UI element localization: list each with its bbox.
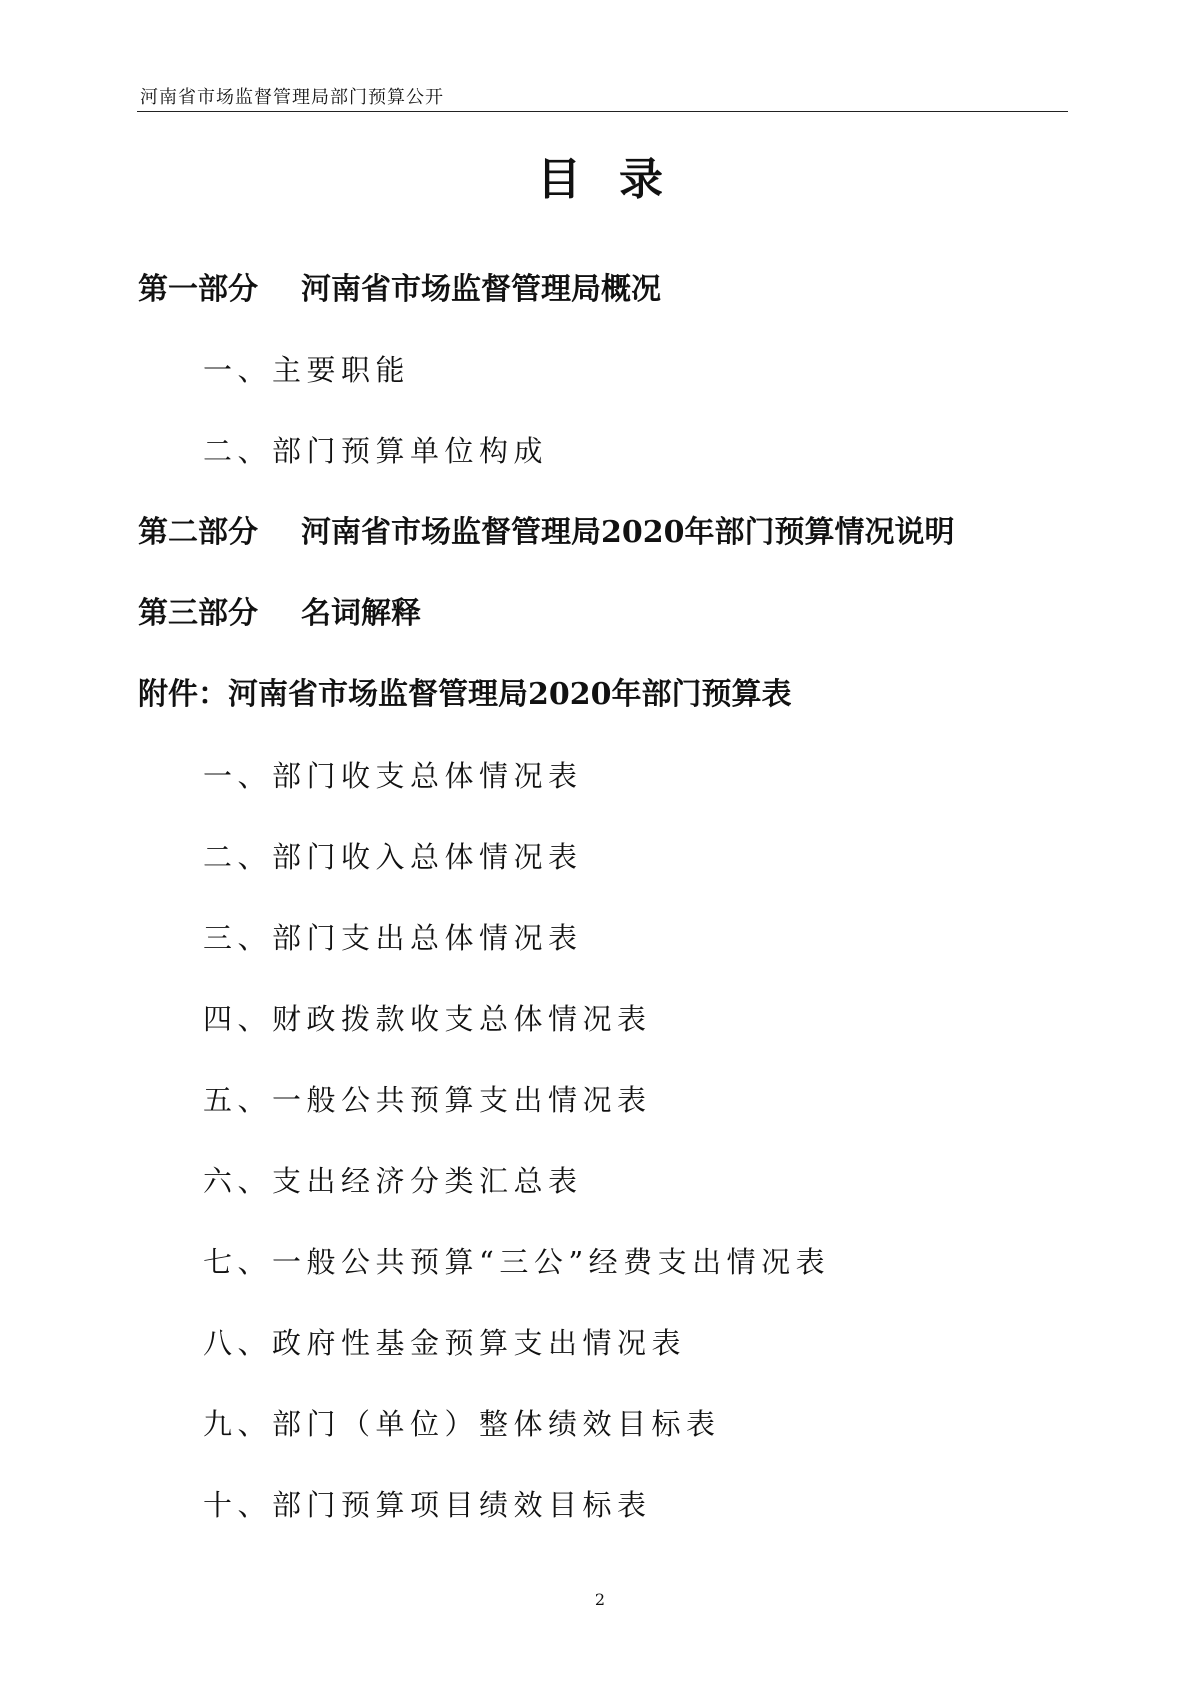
toc-annex-item: 三、部门支出总体情况表 [203, 921, 583, 955]
toc-annex-item: 九、部门（单位）整体绩效目标表 [203, 1407, 721, 1441]
toc-part-2-label: 第二部分 [138, 515, 258, 550]
toc-part-1-text: 河南省市场监督管理局概况 [301, 272, 661, 307]
toc-annex-item: 八、政府性基金预算支出情况表 [203, 1326, 687, 1360]
header-divider [137, 111, 1068, 112]
toc-part-1-item: 二、部门预算单位构成 [203, 434, 549, 468]
toc-part-1 [138, 270, 661, 310]
toc-part-3 [138, 594, 421, 634]
toc-part-3-label: 第三部分 [138, 596, 258, 631]
toc-annex-item: 一、部门收支总体情况表 [203, 759, 583, 793]
toc-annex-title: 附件：河南省市场监督管理局2020年部门预算表 [138, 677, 792, 712]
toc-part-3-text: 名词解释 [301, 596, 421, 631]
running-header: 河南省市场监督管理局部门预算公开 [140, 87, 444, 108]
page-number: 2 [594, 1590, 606, 1609]
toc-annex-item: 六、支出经济分类汇总表 [203, 1164, 583, 1198]
toc-part-2-text: 河南省市场监督管理局2020年部门预算情况说明 [301, 515, 955, 550]
toc-annex-item: 五、一般公共预算支出情况表 [203, 1083, 652, 1117]
toc-annex-item: 二、部门收入总体情况表 [203, 840, 583, 874]
toc-annex-item: 十、部门预算项目绩效目标表 [203, 1488, 652, 1522]
page-title: 目录 [537, 154, 701, 205]
toc-part-1-item: 一、主要职能 [203, 353, 411, 387]
toc-annex-item: 七、一般公共预算“三公”经费支出情况表 [203, 1245, 831, 1279]
toc-part-2 [138, 513, 955, 553]
toc-part-1-label: 第一部分 [138, 272, 258, 307]
toc-annex-item: 四、财政拨款收支总体情况表 [203, 1002, 652, 1036]
